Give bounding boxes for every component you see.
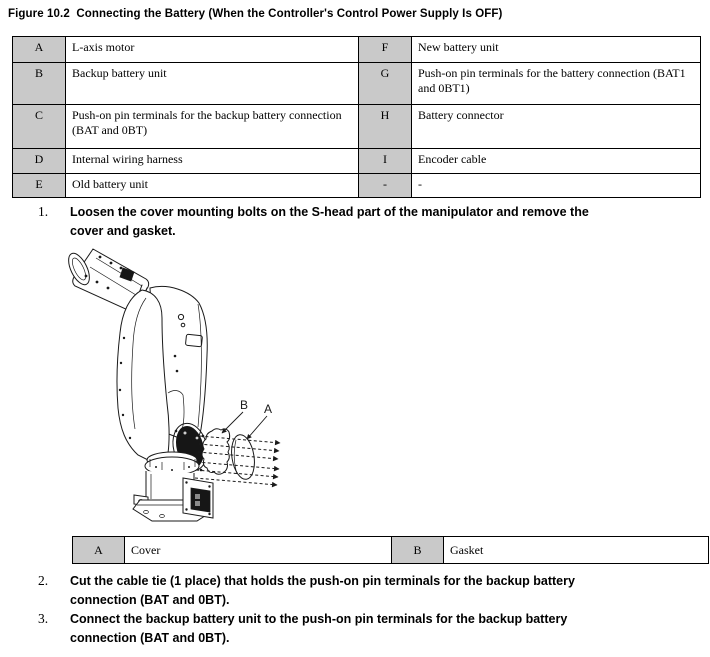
part-key: H [359,105,412,149]
table-row [13,37,701,63]
part-key: A [73,537,125,564]
parts-legend-table [12,36,701,198]
part-desc: Push-on pin terminals for the backup battery connection (BAT and 0BT) [66,105,359,149]
part-key: G [359,63,412,105]
part-key: C [13,105,66,149]
part-key: - [359,174,412,198]
part-desc: Old battery unit [66,174,359,198]
table-row [13,174,701,198]
step-text [70,203,710,241]
part-desc: Battery connector [412,105,701,149]
part-desc: Gasket [444,537,709,564]
lower-arm-graphic [117,290,169,464]
part-key: F [359,37,412,63]
gasket-graphic [202,429,230,475]
part-desc: Cover [125,537,392,564]
figure-caption-table [72,536,709,564]
step-text-line: connection (BAT and 0BT). [70,593,230,607]
step-text-line: cover and gasket. [70,224,176,238]
instruction-step-3 [38,610,710,648]
part-desc: Push-on pin terminals for the battery connection (BAT1 and 0BT1) [412,63,701,105]
step-number: 1. [38,204,49,219]
part-desc: Backup battery unit [66,63,359,105]
gasket-leader-arrow [222,412,243,433]
table-row [13,105,701,149]
robot-arm-figure [50,243,312,535]
part-key: A [13,37,66,63]
part-desc: New battery unit [412,37,701,63]
part-key: B [392,537,444,564]
table-row [73,537,709,564]
part-desc: L-axis motor [66,37,359,63]
table-row [13,63,701,105]
cover-label: A [263,402,273,416]
part-key: I [359,149,412,174]
instruction-step-1 [38,203,710,241]
step-text [70,610,710,648]
part-key: B [13,63,66,105]
instruction-step-2 [38,572,710,610]
part-desc: - [412,174,701,198]
gasket-label: B [239,398,249,412]
step-number: 3. [38,611,49,626]
part-desc: Encoder cable [412,149,701,174]
step-text-line: Loosen the cover mounting bolts on the S-head part of the manipulator and remove the [70,205,589,219]
step-number: 2. [38,573,49,588]
step-text-line: Cut the cable tie (1 place) that holds the push-on pin terminals for the backup battery [70,574,575,588]
cover-leader-arrow [247,416,267,439]
part-key: D [13,149,66,174]
figure-title: Figure 10.2 Connecting the Battery (When the Controller's Control Power Supply Is OFF) [8,8,503,20]
connector-box-graphic [183,478,213,518]
step-text [70,572,710,610]
part-desc: Internal wiring harness [66,149,359,174]
step-text-line: Connect the backup battery unit to the push-on pin terminals for the backup battery [70,612,568,626]
table-row [13,149,701,174]
step-text-line: connection (BAT and 0BT). [70,631,230,645]
manipulator-illustration [50,243,312,535]
part-key: E [13,174,66,198]
